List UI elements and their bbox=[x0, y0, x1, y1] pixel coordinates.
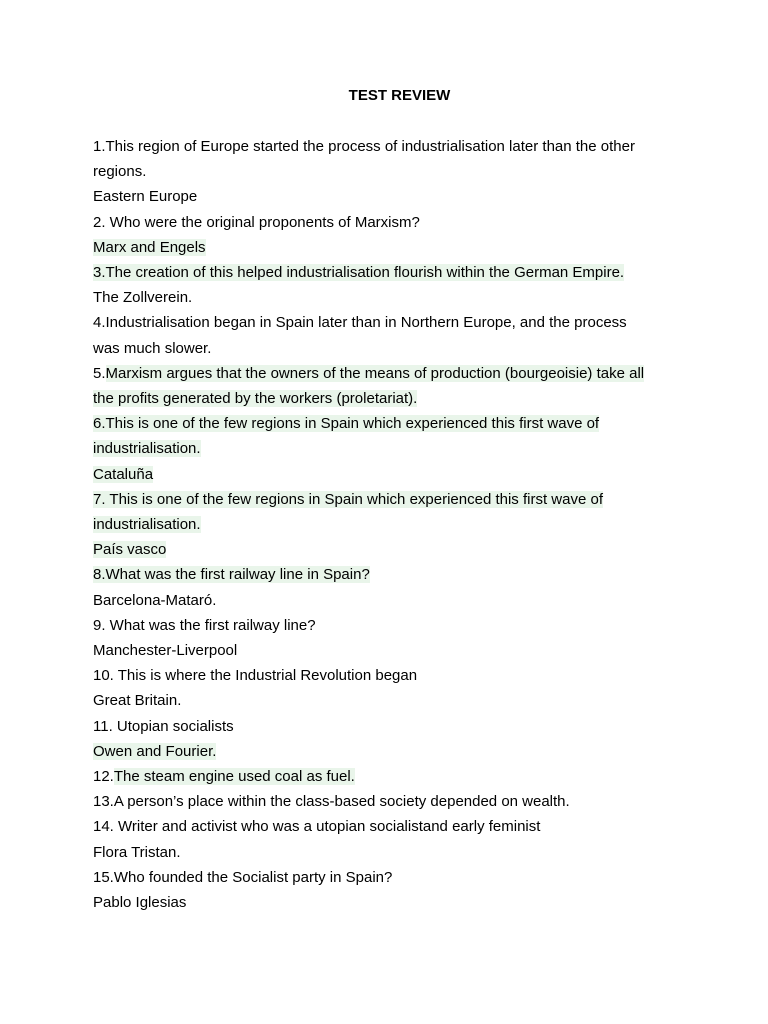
text-line-content bbox=[93, 365, 644, 382]
text-line bbox=[93, 210, 672, 235]
text-line-content: the profits generated by the workers (proletariat). bbox=[93, 390, 418, 408]
text-line bbox=[93, 714, 672, 739]
text-line-content: 1.This region of Europe started the process of industrialisation later than the other bbox=[93, 138, 635, 155]
text-line-content: 11. Utopian socialists bbox=[93, 717, 234, 735]
highlighted-text: Marxism argues that the owners of the means of production (bourgeoisie) take all bbox=[105, 364, 645, 382]
text-line bbox=[93, 739, 672, 764]
line-number: 12. bbox=[93, 768, 114, 786]
text-line bbox=[93, 184, 672, 209]
text-line bbox=[93, 588, 672, 613]
review-lines bbox=[93, 134, 672, 915]
text-line-content: 15.Who founded the Socialist party in Spain? bbox=[93, 868, 393, 886]
text-line-content: 7. This is one of the few regions in Spain which experienced this first wave of bbox=[93, 490, 603, 508]
page-title: TEST REVIEW bbox=[348, 87, 451, 104]
text-line bbox=[93, 840, 672, 865]
text-line-content: Pablo Iglesias bbox=[93, 894, 187, 912]
text-line-content: Flora Tristan. bbox=[93, 843, 181, 861]
text-line-content: Marx and Engels bbox=[93, 238, 206, 256]
text-line-content: regions. bbox=[93, 163, 147, 181]
text-line-content: 13.A person’s place within the class-based society depended on wealth. bbox=[93, 793, 570, 811]
text-line-content: Great Britain. bbox=[93, 692, 182, 710]
text-line-content: Owen and Fourier. bbox=[93, 742, 217, 760]
text-line-content: 3.The creation of this helped industrialisation flourish within the German Empire. bbox=[93, 264, 625, 282]
text-line-content: Manchester-Liverpool bbox=[93, 642, 238, 660]
text-line bbox=[93, 361, 672, 386]
text-line-content: The Zollverein. bbox=[93, 289, 193, 307]
text-line bbox=[93, 663, 672, 688]
text-line-content: País vasco bbox=[93, 541, 167, 559]
text-line bbox=[93, 688, 672, 713]
highlighted-text: The steam engine used coal as fuel. bbox=[113, 768, 355, 786]
text-line bbox=[93, 487, 672, 512]
text-line-content bbox=[93, 768, 355, 785]
text-line-content: Cataluña bbox=[93, 465, 154, 483]
text-line bbox=[93, 562, 672, 587]
text-line bbox=[93, 285, 672, 310]
text-line-content: 6.This is one of the few regions in Spain which experienced this first wave of bbox=[93, 415, 600, 433]
text-line bbox=[93, 537, 672, 562]
text-line-content: Barcelona-Mataró. bbox=[93, 591, 217, 609]
text-line bbox=[93, 890, 672, 915]
text-line bbox=[93, 436, 672, 461]
text-line bbox=[93, 638, 672, 663]
text-line-content: 10. This is where the Industrial Revolution began bbox=[93, 667, 418, 685]
text-line bbox=[93, 159, 672, 184]
text-line bbox=[93, 386, 672, 411]
text-line bbox=[93, 260, 672, 285]
text-line bbox=[93, 512, 672, 537]
text-line bbox=[93, 764, 672, 789]
text-line bbox=[93, 134, 672, 159]
text-line bbox=[93, 865, 672, 890]
text-line bbox=[93, 462, 672, 487]
text-line-content: 14. Writer and activist who was a utopian socialistand early feminist bbox=[93, 818, 541, 836]
text-line-content: industrialisation. bbox=[93, 516, 201, 534]
text-line-content: industrialisation. bbox=[93, 440, 201, 458]
text-line-content: 9. What was the first railway line? bbox=[93, 616, 316, 634]
text-line bbox=[93, 613, 672, 638]
text-line-content: 2. Who were the original proponents of Marxism? bbox=[93, 213, 420, 231]
text-line-content: Eastern Europe bbox=[93, 188, 198, 206]
text-line-content: was much slower. bbox=[93, 339, 212, 357]
text-line bbox=[93, 814, 672, 839]
text-line bbox=[93, 789, 672, 814]
text-line bbox=[93, 411, 672, 436]
text-line bbox=[93, 235, 672, 260]
text-line bbox=[93, 336, 672, 361]
text-line bbox=[93, 310, 672, 335]
line-number: 5. bbox=[93, 364, 106, 382]
text-line-content: 8.What was the first railway line in Spain? bbox=[93, 566, 370, 584]
text-line-content: 4.Industrialisation began in Spain later than in Northern Europe, and the process bbox=[93, 314, 627, 332]
